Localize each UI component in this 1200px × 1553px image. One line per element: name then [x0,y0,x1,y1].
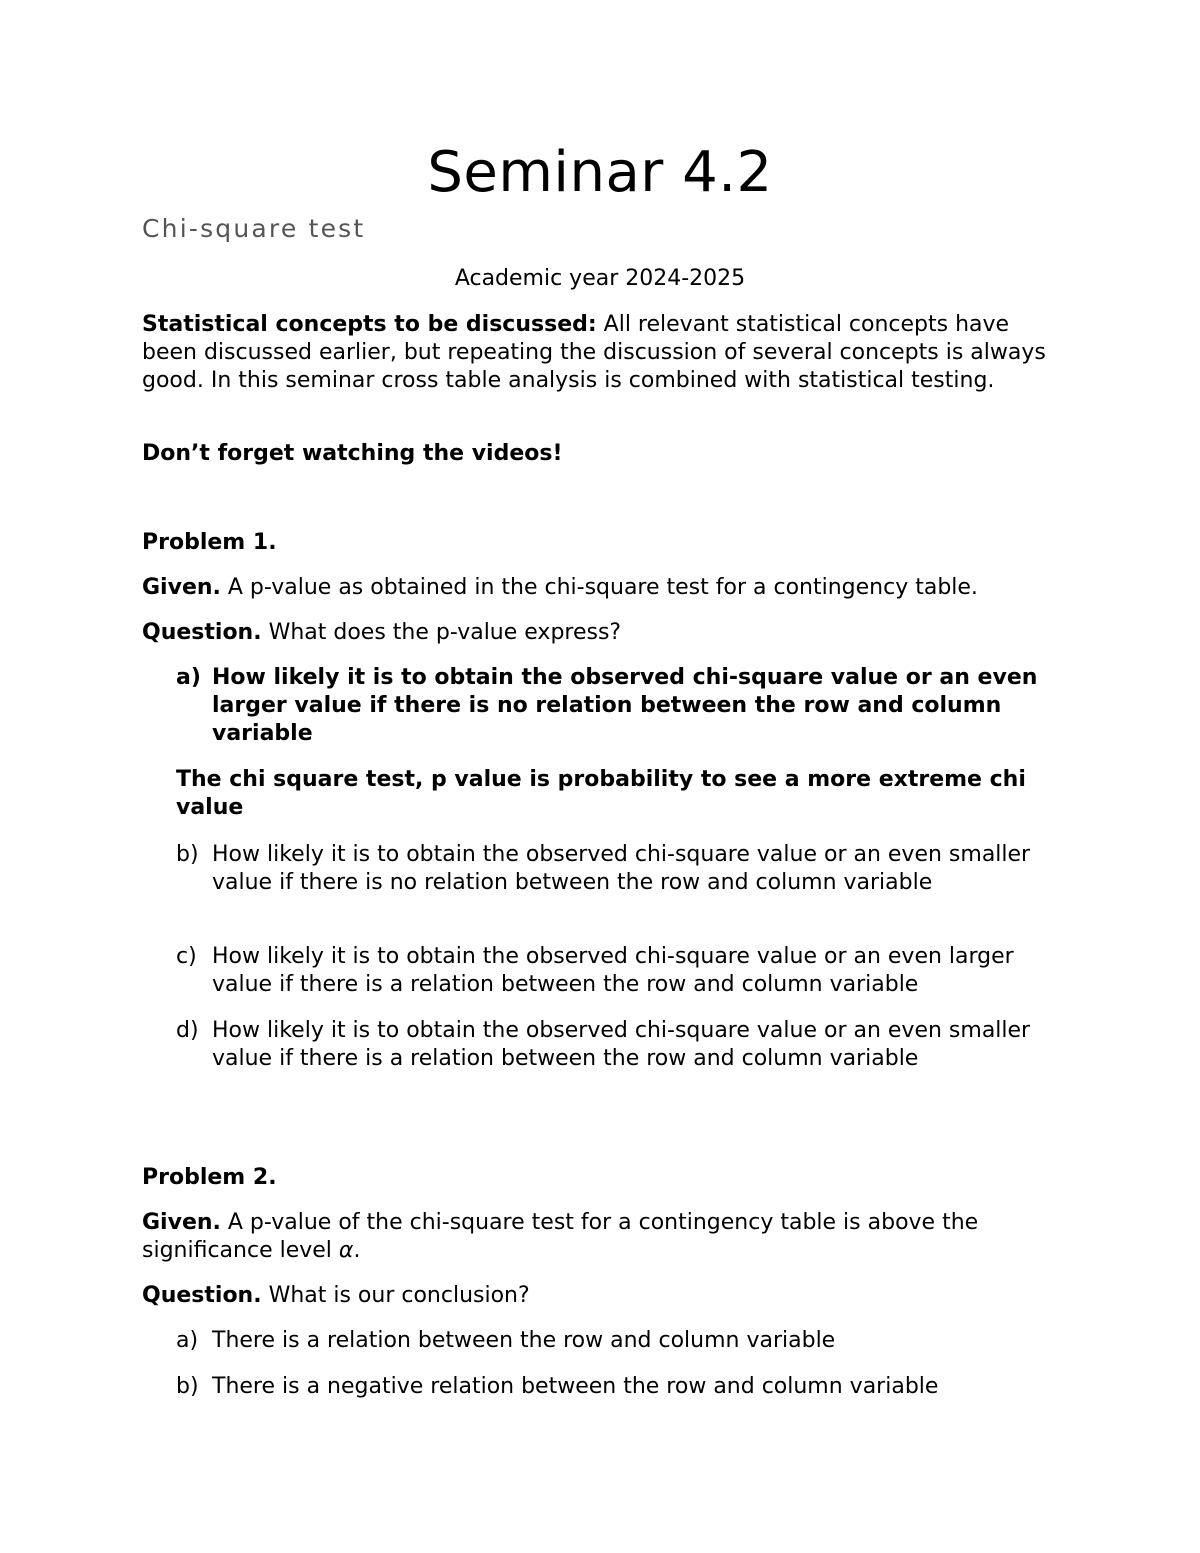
option-marker: a) [176,1328,199,1353]
given-label: Given. [142,575,221,600]
problem-1-option-a [176,664,1056,748]
question-text: What does the p-value express? [261,620,622,645]
intro-paragraph [142,311,1062,395]
academic-year: Academic year 2024-2025 [454,266,746,291]
option-text: How likely it is to obtain the observed chi-square value or an even larger value if there is a relation between the row and column variable [212,944,1014,997]
intro-label: Statistical concepts to be discussed: [142,312,597,337]
given-label: Given. [142,1210,221,1235]
option-text: How likely it is to obtain the observed chi-square value or an even smaller value if there is a relation between the row and column variable [212,1018,1031,1071]
page-title: Seminar 4.2 [427,140,773,205]
option-marker: b) [176,1374,199,1399]
option-marker: d) [176,1018,199,1043]
option-text: There is a negative relation between the row and column variable [212,1374,939,1399]
problem-1-heading: Problem 1. [142,530,277,555]
intro-text: All relevant statistical concepts have been discussed earlier, but repeating the discussion of several concepts is always good. In this seminar cross table analysis is combined with statistical testing. [142,312,1046,393]
problem-1-option-c [176,943,1056,999]
option-marker: c) [176,944,197,969]
problem-2-question [142,1282,1062,1310]
question-label: Question. [142,620,262,645]
problem-1-given [142,574,1062,602]
problem-1-note: The chi square test, p value is probability to see a more extreme chi value [176,767,1026,820]
given-end: . [353,1238,361,1263]
option-text: There is a relation between the row and column variable [212,1328,836,1353]
given-text: A p-value of the chi-square test for a contingency table is above the significance level [142,1210,979,1263]
option-marker: a) [176,665,201,690]
given-text: A p-value as obtained in the chi-square test for a contingency table. [220,575,978,600]
page-subtitle: Chi-square test [142,214,366,243]
problem-2-heading: Problem 2. [142,1165,277,1190]
question-text: What is our conclusion? [261,1283,530,1308]
option-text: How likely it is to obtain the observed chi-square value or an even smaller value if there is no relation between the row and column variable [212,842,1031,895]
problem-1-option-d [176,1017,1056,1073]
problem-1-question [142,619,1062,647]
problem-1-option-b [176,841,1056,897]
reminder-text: Don’t forget watching the videos! [142,441,563,466]
problem-2-given [142,1209,1062,1265]
problem-2-option-b [176,1373,1056,1401]
question-label: Question. [142,1283,262,1308]
option-text: How likely it is to obtain the observed chi-square value or an even larger value if there is no relation between the row and column variable [212,665,1038,746]
alpha-symbol: α [338,1238,354,1263]
problem-2-option-a [176,1327,1056,1355]
option-marker: b) [176,842,199,867]
